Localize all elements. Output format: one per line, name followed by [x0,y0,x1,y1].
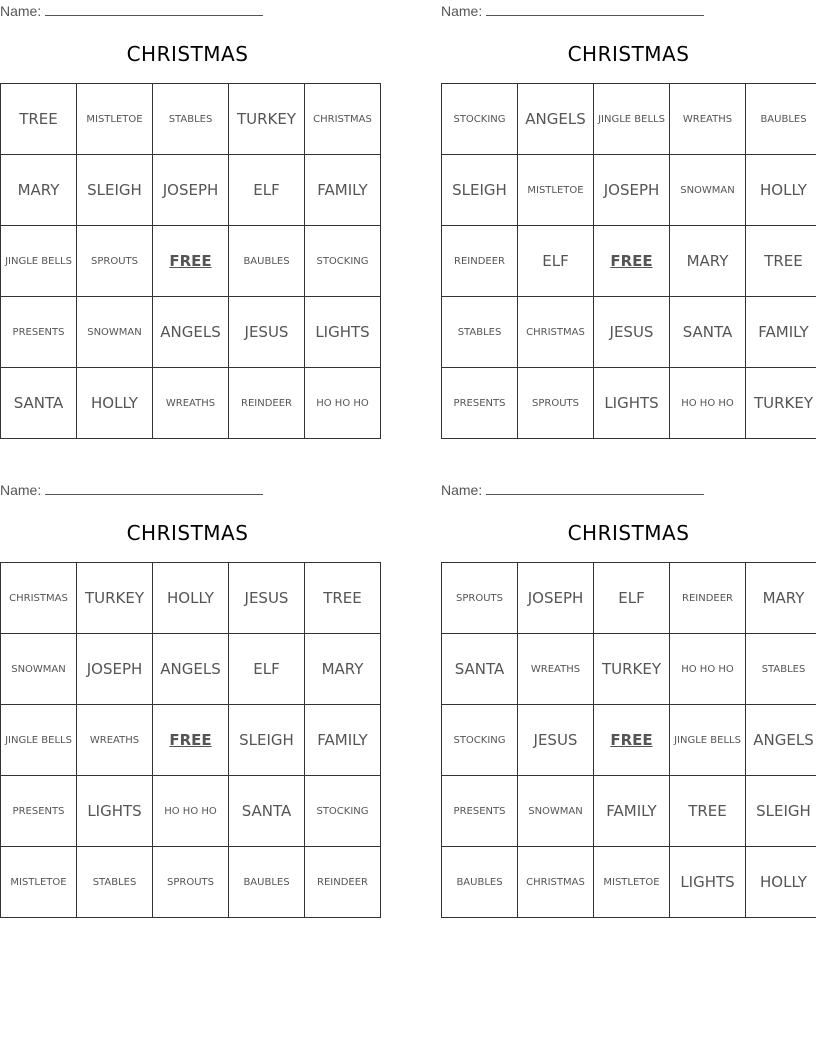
bingo-row [442,226,816,297]
bingo-cell: SNOWMAN [77,297,153,368]
bingo-row [442,563,816,634]
name-label: Name: [0,3,42,19]
name-field [0,481,263,499]
bingo-cell: FAMILY [305,705,381,776]
bingo-row [442,297,816,368]
bingo-row [1,563,381,634]
name-label: Name: [441,482,483,498]
bingo-cell: ANGELS [153,297,229,368]
bingo-row [1,297,381,368]
bingo-cell: SANTA [670,297,746,368]
name-label: Name: [441,3,483,19]
bingo-cell: HOLLY [77,368,153,439]
bingo-cell: HO HO HO [670,634,746,705]
name-label: Name: [0,482,42,498]
bingo-cell: STABLES [746,634,816,705]
bingo-cell: HOLLY [746,155,816,226]
bingo-row [442,847,816,918]
bingo-row [442,776,816,847]
bingo-cell: SANTA [442,634,518,705]
name-field [0,2,263,20]
name-field [441,481,704,499]
bingo-row [1,155,381,226]
name-field [441,2,704,20]
bingo-cell: PRESENTS [442,776,518,847]
bingo-cell: MARY [670,226,746,297]
bingo-row [442,705,816,776]
bingo-cell: MISTLETOE [594,847,670,918]
bingo-cell: JINGLE BELLS [1,226,77,297]
bingo-cell: HOLLY [746,847,816,918]
bingo-cell: CHRISTMAS [518,847,594,918]
bingo-cell: LIGHTS [77,776,153,847]
bingo-cell: ELF [229,155,305,226]
bingo-cell: TURKEY [229,84,305,155]
bingo-cell: JOSEPH [77,634,153,705]
bingo-cell: BAUBLES [746,84,816,155]
bingo-cell: SANTA [1,368,77,439]
bingo-row [442,84,816,155]
bingo-cell: BAUBLES [442,847,518,918]
bingo-cell: HO HO HO [670,368,746,439]
bingo-cell: LIGHTS [670,847,746,918]
bingo-cell: MISTLETOE [1,847,77,918]
card-title: CHRISTMAS [567,521,690,545]
bingo-cell: REINDEER [670,563,746,634]
bingo-cell: SANTA [229,776,305,847]
bingo-cell: TURKEY [77,563,153,634]
bingo-cell: PRESENTS [442,368,518,439]
bingo-cell: JESUS [594,297,670,368]
bingo-cell: SLEIGH [442,155,518,226]
bingo-cell: SNOWMAN [670,155,746,226]
bingo-cell: CHRISTMAS [518,297,594,368]
bingo-cell: REINDEER [305,847,381,918]
bingo-cell: SPROUTS [518,368,594,439]
bingo-cell: TREE [746,226,816,297]
bingo-cell: MARY [746,563,816,634]
bingo-cell: SPROUTS [153,847,229,918]
bingo-cell: MARY [305,634,381,705]
bingo-row [1,84,381,155]
bingo-cell: BAUBLES [229,226,305,297]
bingo-cell: WREATHS [77,705,153,776]
bingo-cell: PRESENTS [1,297,77,368]
bingo-cell: FAMILY [594,776,670,847]
bingo-cell: JOSEPH [518,563,594,634]
name-blank-line [45,2,263,16]
bingo-cell: REINDEER [229,368,305,439]
bingo-cell: SNOWMAN [1,634,77,705]
bingo-cell: LIGHTS [305,297,381,368]
bingo-cell: STABLES [153,84,229,155]
bingo-row [1,776,381,847]
bingo-cell: TREE [1,84,77,155]
bingo-cell: CHRISTMAS [1,563,77,634]
card-title: CHRISTMAS [126,521,249,545]
bingo-cell: PRESENTS [1,776,77,847]
bingo-cell: BAUBLES [229,847,305,918]
bingo-row [442,634,816,705]
bingo-grid [441,562,816,918]
bingo-cell: ANGELS [746,705,816,776]
bingo-cell: HOLLY [153,563,229,634]
bingo-cell: MARY [1,155,77,226]
bingo-cell: TREE [305,563,381,634]
bingo-cell: TURKEY [594,634,670,705]
bingo-cell: JINGLE BELLS [670,705,746,776]
card-title: CHRISTMAS [126,42,249,66]
bingo-cell: ANGELS [518,84,594,155]
bingo-cell: WREATHS [518,634,594,705]
bingo-cell: MISTLETOE [518,155,594,226]
bingo-row [1,705,381,776]
bingo-cell: REINDEER [442,226,518,297]
bingo-cell: WREATHS [153,368,229,439]
bingo-cell: STOCKING [442,84,518,155]
bingo-row [1,634,381,705]
name-blank-line [45,481,263,495]
bingo-cell: JOSEPH [153,155,229,226]
bingo-cell: ELF [594,563,670,634]
bingo-cell: SPROUTS [77,226,153,297]
bingo-cell: HO HO HO [305,368,381,439]
bingo-cell: SNOWMAN [518,776,594,847]
bingo-cell: TREE [670,776,746,847]
bingo-cell: STABLES [442,297,518,368]
bingo-grid [441,83,816,439]
bingo-cell: MISTLETOE [77,84,153,155]
bingo-cell: ELF [229,634,305,705]
bingo-cell: ANGELS [153,634,229,705]
bingo-cell: TURKEY [746,368,816,439]
bingo-cell: STOCKING [305,226,381,297]
bingo-cell: ELF [518,226,594,297]
bingo-row [442,155,816,226]
bingo-cell: JINGLE BELLS [594,84,670,155]
free-space-cell: FREE [153,705,229,776]
bingo-cell: JESUS [229,297,305,368]
bingo-row [1,847,381,918]
bingo-cell: FAMILY [746,297,816,368]
bingo-cell: SLEIGH [77,155,153,226]
bingo-row [1,368,381,439]
bingo-cell: LIGHTS [594,368,670,439]
bingo-cell: WREATHS [670,84,746,155]
bingo-grid [0,562,381,918]
bingo-cell: JINGLE BELLS [1,705,77,776]
bingo-cell: FAMILY [305,155,381,226]
bingo-cell: HO HO HO [153,776,229,847]
bingo-row [442,368,816,439]
bingo-cell: JESUS [518,705,594,776]
bingo-row [1,226,381,297]
bingo-cell: JOSEPH [594,155,670,226]
free-space-cell: FREE [153,226,229,297]
name-blank-line [486,2,704,16]
bingo-cell: SLEIGH [746,776,816,847]
bingo-cell: JESUS [229,563,305,634]
bingo-cell: SLEIGH [229,705,305,776]
bingo-grid [0,83,381,439]
free-space-cell: FREE [594,705,670,776]
bingo-cell: STOCKING [305,776,381,847]
free-space-cell: FREE [594,226,670,297]
bingo-cell: STABLES [77,847,153,918]
bingo-cell: CHRISTMAS [305,84,381,155]
bingo-cell: STOCKING [442,705,518,776]
name-blank-line [486,481,704,495]
card-title: CHRISTMAS [567,42,690,66]
bingo-cell: SPROUTS [442,563,518,634]
